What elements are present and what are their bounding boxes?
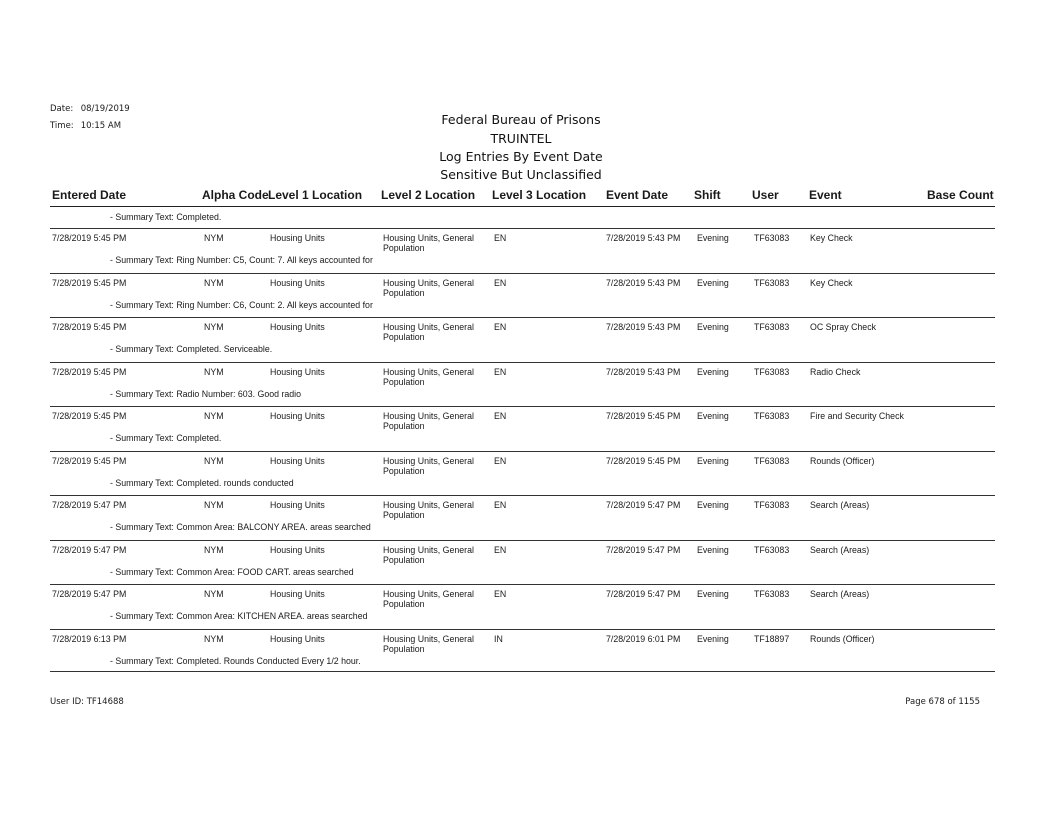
col-entered-date: Entered Date [52, 188, 127, 202]
entered-date-cell: 7/28/2019 5:45 PM [52, 322, 127, 332]
level1-cell: Housing Units [270, 455, 325, 466]
summary-text: - Summary Text: Completed. [110, 433, 222, 443]
level2-cell: Housing Units, General Population [383, 366, 474, 387]
entered-date-cell: 7/28/2019 6:13 PM [52, 633, 127, 644]
row-divider [50, 228, 995, 229]
entered-date-cell: 7/28/2019 5:45 PM [52, 455, 127, 466]
level1-cell: Housing Units [270, 322, 325, 332]
event-cell: Search (Areas) [810, 544, 870, 555]
entered-date-cell: 7/28/2019 5:45 PM [52, 411, 127, 421]
table-row [50, 273, 995, 317]
alpha-code-cell: NYM [204, 322, 224, 332]
col-user: User [752, 188, 779, 202]
level3-cell: EN [494, 589, 507, 599]
table-row [50, 228, 995, 272]
title-classification: Sensitive But Unclassified [440, 167, 602, 182]
col-level2: Level 2 Location [381, 188, 476, 202]
alpha-code-cell: NYM [204, 455, 224, 466]
report-time [50, 121, 121, 131]
level1-cell: Housing Units [270, 633, 325, 644]
event-date-cell: 7/28/2019 5:43 PM [606, 233, 681, 243]
alpha-code-cell: NYM [204, 544, 224, 555]
summary-text: - Summary Text: Completed. rounds conducted [110, 477, 294, 488]
shift-cell: Evening [697, 411, 729, 421]
shift-cell: Evening [697, 455, 729, 466]
row-divider [50, 317, 995, 318]
summary-text: - Summary Text: Completed. Serviceable. [110, 344, 273, 354]
user-cell: TF63083 [754, 233, 790, 243]
user-cell: TF63083 [754, 322, 790, 332]
level2-cell: Housing Units, General Population [383, 544, 474, 565]
user-cell: TF63083 [754, 500, 790, 510]
event-cell: Key Check [810, 233, 853, 243]
event-date-cell: 7/28/2019 5:43 PM [606, 366, 681, 377]
date-label: Date: [50, 104, 74, 114]
time-value: 10:15 AM [80, 121, 122, 131]
col-shift: Shift [694, 188, 721, 202]
entered-date-cell: 7/28/2019 5:45 PM [52, 366, 127, 377]
event-cell: Rounds (Officer) [810, 633, 875, 644]
col-level3: Level 3 Location [492, 188, 587, 202]
level2-cell: Housing Units, General Population [383, 411, 474, 431]
table-row [50, 495, 995, 539]
row-divider [50, 629, 995, 630]
event-cell: Search (Areas) [810, 500, 870, 510]
event-cell: Rounds (Officer) [810, 455, 875, 466]
table-row [50, 540, 995, 584]
shift-cell: Evening [697, 633, 729, 644]
level1-cell: Housing Units [270, 500, 325, 510]
level3-cell: EN [494, 322, 507, 332]
alpha-code-cell: NYM [204, 233, 224, 243]
user-cell: TF63083 [754, 544, 790, 555]
user-cell: TF63083 [754, 411, 790, 421]
table-row [50, 584, 995, 628]
table-bottom-rule [50, 671, 995, 673]
event-date-cell: 7/28/2019 5:47 PM [606, 544, 681, 555]
event-cell: OC Spray Check [810, 322, 876, 332]
level3-cell: EN [494, 500, 507, 510]
user-cell: TF63083 [754, 589, 790, 599]
level3-cell: IN [494, 633, 503, 644]
user-cell: TF18897 [754, 633, 790, 644]
user-cell: TF63083 [754, 455, 790, 466]
title-report: Log Entries By Event Date [439, 149, 603, 164]
row-divider [50, 406, 995, 407]
date-value: 08/19/2019 [80, 104, 130, 114]
col-base-count: Base Count [927, 188, 994, 202]
level3-cell: EN [494, 455, 507, 466]
level1-cell: Housing Units [270, 589, 325, 599]
level2-cell: Housing Units, General Population [383, 233, 474, 253]
shift-cell: Evening [697, 322, 729, 332]
footer-user-id: User ID: TF14688 [50, 697, 124, 707]
table-row [50, 362, 995, 406]
table-row [50, 317, 995, 361]
level1-cell: Housing Units [270, 277, 325, 288]
level1-cell: Housing Units [270, 366, 325, 377]
report-date [50, 104, 130, 114]
level2-cell: Housing Units, General Population [383, 277, 474, 298]
alpha-code-cell: NYM [204, 500, 224, 510]
event-cell: Key Check [810, 277, 853, 288]
event-date-cell: 7/28/2019 5:47 PM [606, 500, 681, 510]
entered-date-cell: 7/28/2019 5:45 PM [52, 277, 127, 288]
level3-cell: EN [494, 411, 507, 421]
event-cell: Fire and Security Check [810, 411, 904, 421]
shift-cell: Evening [697, 366, 729, 377]
carryover-summary: - Summary Text: Completed. [110, 212, 222, 222]
level3-cell: EN [494, 277, 507, 288]
row-divider [50, 362, 995, 363]
level3-cell: EN [494, 544, 507, 555]
row-divider [50, 495, 995, 496]
alpha-code-cell: NYM [204, 633, 224, 644]
table-row [50, 451, 995, 495]
entered-date-cell: 7/28/2019 5:47 PM [52, 544, 127, 555]
user-cell: TF63083 [754, 277, 790, 288]
level1-cell: Housing Units [270, 411, 325, 421]
alpha-code-cell: NYM [204, 589, 224, 599]
entered-date-cell: 7/28/2019 5:47 PM [52, 500, 127, 510]
row-divider [50, 671, 995, 672]
col-level1: Level 1 Location [268, 188, 363, 202]
event-date-cell: 7/28/2019 5:45 PM [606, 411, 681, 421]
shift-cell: Evening [697, 233, 729, 243]
event-date-cell: 7/28/2019 5:45 PM [606, 455, 681, 466]
level2-cell: Housing Units, General Population [383, 322, 474, 342]
event-cell: Search (Areas) [810, 589, 870, 599]
header-rule [50, 206, 995, 207]
shift-cell: Evening [697, 544, 729, 555]
alpha-code-cell: NYM [204, 411, 224, 421]
row-divider [50, 584, 995, 585]
summary-text: - Summary Text: Ring Number: C6, Count: 2. All keys accounted for [110, 299, 373, 310]
event-date-cell: 7/28/2019 6:01 PM [606, 633, 681, 644]
table-row [50, 406, 995, 450]
event-date-cell: 7/28/2019 5:43 PM [606, 322, 681, 332]
alpha-code-cell: NYM [204, 366, 224, 377]
summary-text: - Summary Text: Common Area: KITCHEN AREA. areas searched [110, 611, 368, 621]
table-row [50, 629, 995, 673]
shift-cell: Evening [697, 589, 729, 599]
user-cell: TF63083 [754, 366, 790, 377]
summary-text: - Summary Text: Radio Number: 603. Good radio [110, 388, 302, 399]
entered-date-cell: 7/28/2019 5:47 PM [52, 589, 127, 599]
shift-cell: Evening [697, 500, 729, 510]
summary-text: - Summary Text: Completed. Rounds Conducted Every 1/2 hour. [110, 655, 361, 666]
row-divider [50, 451, 995, 452]
summary-text: - Summary Text: Ring Number: C5, Count: 7. All keys accounted for [110, 255, 373, 265]
level2-cell: Housing Units, General Population [383, 589, 474, 609]
level2-cell: Housing Units, General Population [383, 455, 474, 476]
title-system: TRUINTEL [490, 131, 552, 146]
summary-text: - Summary Text: Common Area: BALCONY AREA. areas searched [110, 522, 371, 532]
col-event-date: Event Date [606, 188, 669, 202]
entered-date-cell: 7/28/2019 5:45 PM [52, 233, 127, 243]
event-date-cell: 7/28/2019 5:43 PM [606, 277, 681, 288]
event-cell: Radio Check [810, 366, 861, 377]
time-label: Time: [50, 121, 74, 131]
row-divider [50, 540, 995, 541]
level3-cell: EN [494, 233, 507, 243]
level1-cell: Housing Units [270, 544, 325, 555]
shift-cell: Evening [697, 277, 729, 288]
col-alpha-code: Alpha Code [202, 188, 269, 202]
footer-page-number: Page 678 of 1155 [905, 697, 980, 707]
level1-cell: Housing Units [270, 233, 325, 243]
event-date-cell: 7/28/2019 5:47 PM [606, 589, 681, 599]
level2-cell: Housing Units, General Population [383, 633, 474, 654]
summary-text: - Summary Text: Common Area: FOOD CART. areas searched [110, 566, 354, 577]
level3-cell: EN [494, 366, 507, 377]
title-agency: Federal Bureau of Prisons [441, 112, 601, 127]
col-event: Event [809, 188, 842, 202]
row-divider [50, 273, 995, 274]
level2-cell: Housing Units, General Population [383, 500, 474, 520]
alpha-code-cell: NYM [204, 277, 224, 288]
